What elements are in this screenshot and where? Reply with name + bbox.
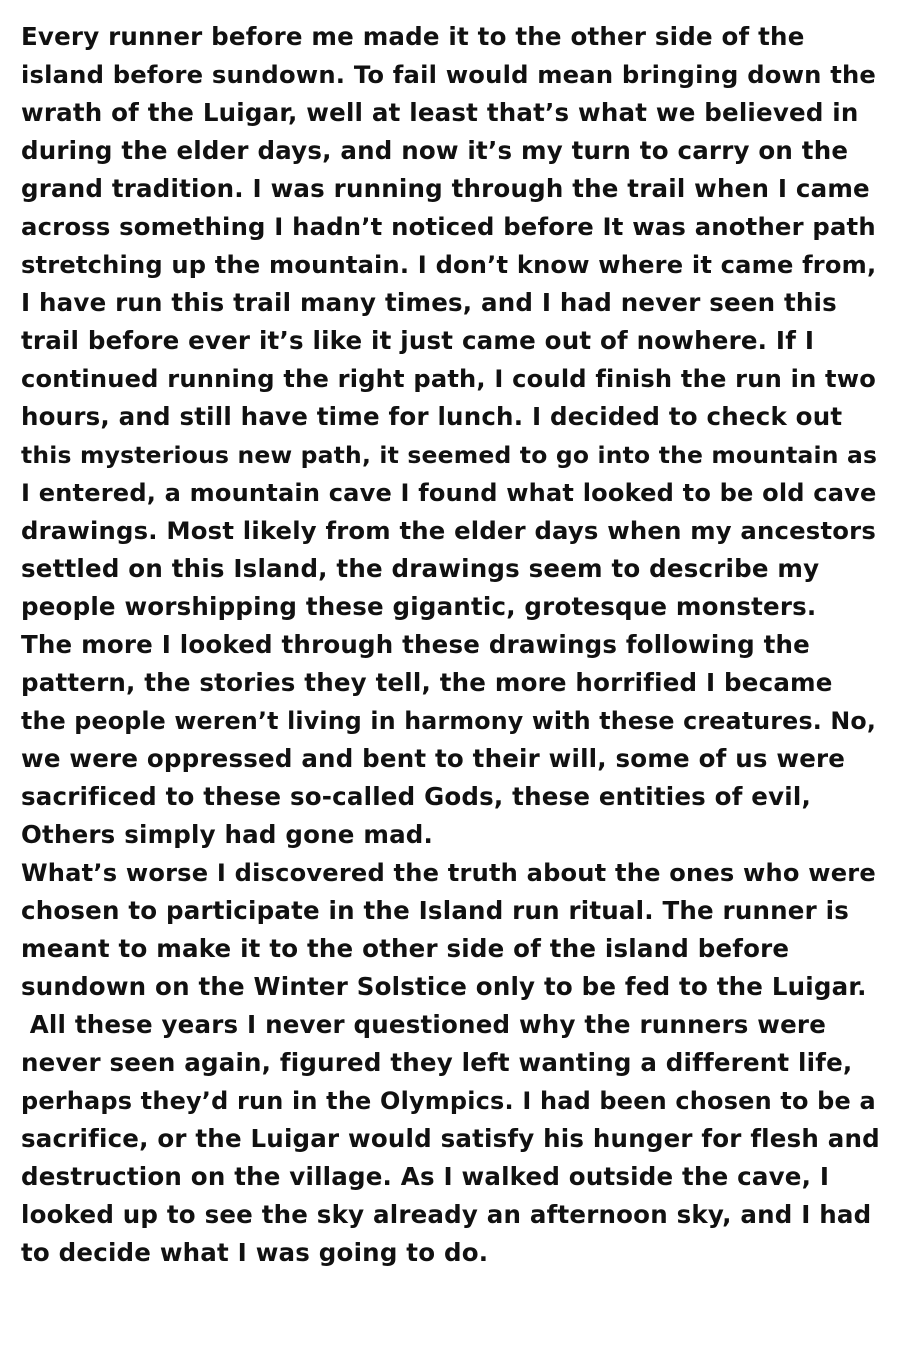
- story-line: people worshipping these gigantic, grotesque monsters.: [21, 592, 817, 621]
- story-line: drawings. Most likely from the elder days when my ancestors: [21, 516, 877, 545]
- story-line: I have run this trail many times, and I had never seen this: [21, 288, 837, 317]
- story-line: hours, and still have time for lunch. I decided to check out: [21, 402, 843, 431]
- story-line: the people weren’t living in harmony with these creatures. No,: [21, 707, 877, 735]
- story-line: wrath of the Luigar, well at least that’s what we believed in: [21, 98, 859, 127]
- story-line: island before sundown. To fail would mean bringing down the: [21, 61, 877, 89]
- story-line: meant to make it to the other side of the island before: [21, 934, 790, 963]
- story-line: The more I looked through these drawings following the: [21, 630, 810, 659]
- story-line: All these years I never questioned why the runners were: [21, 1010, 827, 1039]
- story-line: settled on this Island, the drawings seem to describe my: [21, 554, 820, 583]
- story-line: perhaps they’d run in the Olympics. I had been chosen to be a: [21, 1087, 876, 1115]
- story-line: stretching up the mountain. I don’t know where it came from,: [21, 251, 877, 279]
- story-line: What’s worse I discovered the truth about the ones who were: [21, 859, 876, 887]
- story-line: sundown on the Winter Solstice only to be fed to the Luigar.: [21, 972, 867, 1001]
- story-line: continued running the right path, I could finish the run in two: [21, 365, 877, 393]
- story-line: never seen again, figured they left wanting a different life,: [21, 1048, 853, 1077]
- story-line: trail before ever it’s like it just came out of nowhere. If I: [21, 326, 815, 355]
- story-line: grand tradition. I was running through the trail when I came: [21, 174, 870, 203]
- story-line: looked up to see the sky already an afternoon sky, and I had: [21, 1200, 872, 1229]
- story-line: we were oppressed and bent to their will, some of us were: [21, 744, 846, 773]
- story-line: Others simply had gone mad.: [21, 820, 434, 849]
- story-line: during the elder days, and now it’s my turn to carry on the: [21, 136, 849, 165]
- story-line: across something I hadn’t noticed before It was another path: [21, 212, 876, 241]
- story-line: Every runner before me made it to the other side of the: [21, 22, 805, 51]
- story-line: sacrificed to these so-called Gods, these entities of evil,: [21, 782, 811, 811]
- story-line: destruction on the village. As I walked outside the cave, I: [21, 1162, 830, 1191]
- story-line: pattern, the stories they tell, the more horrified I became: [21, 668, 833, 697]
- story-line: sacrifice, or the Luigar would satisfy his hunger for flesh and: [21, 1124, 880, 1153]
- story-text: [21, 18, 880, 1272]
- story-line: I entered, a mountain cave I found what looked to be old cave: [21, 479, 877, 507]
- story-line: this mysterious new path, it seemed to go into the mountain as: [21, 441, 878, 469]
- story-line: to decide what I was going to do.: [21, 1238, 489, 1267]
- story-line: chosen to participate in the Island run ritual. The runner is: [21, 896, 849, 925]
